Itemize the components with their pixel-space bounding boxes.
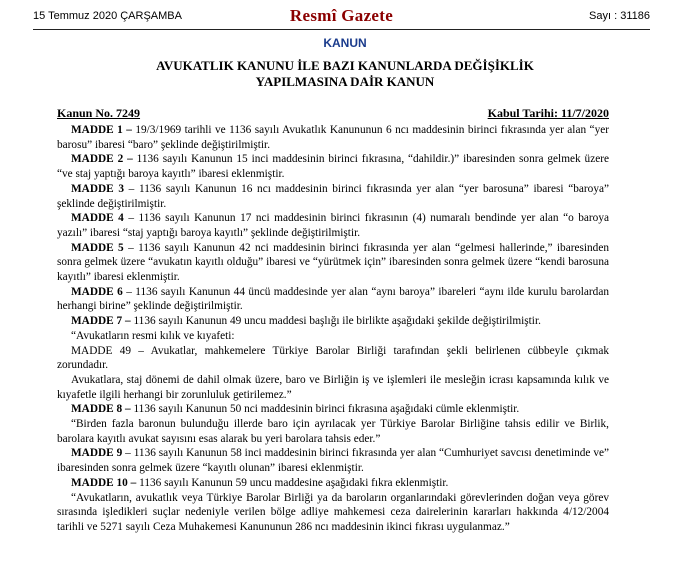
article-text: – 1136 sayılı Kanunun 42 nci maddesinin birinci fıkrasında yer alan “gelmesi hallerinde,” ibaresinden sonra gelmek üzere “avukatın kayıtlı olduğu” ibaresi ve “yürütmek için” ibaresinden sonra gelmek üzere “kendi barosuna kayıtlı” ibaresi eklenmiştir.	[57, 241, 609, 284]
section-heading: KANUN	[323, 36, 367, 50]
gazette-title: Resmî Gazete	[289, 6, 394, 25]
article-text: – 1136 sayılı Kanunun 16 ncı maddesinin birinci fıkrasında yer alan “yer barosuna” ibaresi “baroya” şeklinde değiştirilmiştir.	[57, 182, 609, 210]
law-number: Kanun No. 7249	[57, 106, 141, 120]
quoted-paragraph	[57, 491, 609, 535]
article-paragraph	[57, 446, 609, 475]
quoted-paragraph	[57, 373, 609, 402]
article-label: MADDE 1 –	[71, 124, 132, 136]
acceptance-date: Kabul Tarihi: 11/7/2020	[487, 106, 609, 120]
article-label: MADDE 3	[71, 182, 124, 195]
paragraph-text: MADDE 49 – Avukatlar, mahkemelere Türkiye Barolar Birliği tarafından şekli belirlenen cübbeyle çıkmak zorundadır.	[57, 344, 609, 372]
article-text: – 1136 sayılı Kanunun 58 inci maddesinin birinci fıkrasında yer alan “Cumhuriyet savcısı denetiminde ve” ibaresinden sonra gelmek üzere “kayıtlı olunan” ibaresi eklenmiştir.	[57, 447, 609, 475]
article-text: 19/3/1969 tarihli ve 1136 sayılı Avukatlık Kanununun 6 ncı maddesinin birinci fıkrasında yer alan “yer barosu” ibaresi “baro” şeklinde değiştirilmiştir.	[57, 124, 609, 151]
paragraph-text: “Birden fazla baronun bulunduğu illerde baro için ayrılacak yer Türkiye Barolar Birliğine tahsis edilir ve Birlik, barolara kayıtlı avukat sayısını esas alarak bu yeri barolara tahsis eder.”	[57, 418, 609, 445]
article-label: MADDE 7 –	[71, 315, 131, 328]
article-paragraph	[57, 182, 609, 211]
article-label: MADDE 2 –	[71, 153, 133, 166]
paragraph-text: Avukatlara, staj dönemi de dahil olmak üzere, baro ve Birliğin iş ve işlemleri ile mesleğin icrası kapsamında kılık ve kıyafetle ilgili herhangi bir zorunluluk getirilemez.”	[57, 373, 609, 401]
article-label: MADDE 4	[71, 212, 124, 225]
article-paragraph	[57, 152, 609, 181]
issue-date: 15 Temmuz 2020 ÇARŞAMBA	[33, 10, 182, 22]
law-title	[40, 58, 650, 90]
article-paragraph	[57, 314, 609, 329]
law-title-line-1: AVUKATLIK KANUNU İLE BAZI KANUNLARDA DEĞİŞİKLİK	[156, 58, 534, 73]
article-text: 1136 sayılı Kanunun 50 nci maddesinin birinci fıkrasına aşağıdaki cümle eklenmiştir.	[130, 403, 520, 416]
law-body	[57, 123, 609, 535]
article-text: 1136 sayılı Kanunun 49 uncu maddesi başlığı ile birlikte aşağıdaki şekilde değiştirilmiştir.	[130, 315, 541, 328]
quoted-paragraph	[57, 329, 609, 344]
issue-number: Sayı : 31186	[589, 10, 650, 22]
article-label: MADDE 10 –	[71, 476, 137, 489]
quoted-paragraph	[57, 344, 609, 373]
article-paragraph	[57, 476, 609, 491]
article-paragraph	[57, 285, 609, 314]
article-label: MADDE 9	[71, 447, 123, 460]
law-title-line-2: YAPILMASINA DAİR KANUN	[255, 74, 435, 89]
article-text: – 1136 sayılı Kanunun 17 nci maddesinin birinci fıkrasının (4) numaralı bendinde yer alan “o baroya yazılı” ibaresi “staj yaptığı baroya kayıtlı” şeklinde değiştirilmiştir.	[57, 212, 609, 239]
article-paragraph	[57, 123, 609, 152]
quoted-paragraph	[57, 417, 609, 446]
article-paragraph	[57, 241, 609, 285]
article-text: – 1136 sayılı Kanunun 44 üncü maddesinde yer alan “aynı baroya” ibareleri “aynı ilde kurulu barolardan herhangi birine” şeklinde değiştirilmiştir.	[57, 285, 609, 313]
gazette-header	[33, 6, 650, 30]
header-divider	[33, 29, 650, 30]
law-meta	[57, 106, 609, 120]
article-text: 1136 sayılı Kanunun 15 inci maddesinin birinci fıkrasına, “dahildir.)” ibaresinden sonra gelmek üzere “ve staj yaptığı baroya kayıtlı” ibaresi eklenmiştir.	[57, 153, 609, 181]
article-text: 1136 sayılı Kanunun 59 uncu maddesine aşağıdaki fıkra eklenmiştir.	[136, 476, 449, 489]
article-label: MADDE 5	[71, 241, 124, 254]
article-label: MADDE 8 –	[71, 403, 131, 416]
article-paragraph	[57, 211, 609, 240]
paragraph-text: “Avukatların resmi kılık ve kıyafeti:	[71, 329, 235, 342]
paragraph-text: “Avukatların, avukatlık veya Türkiye Barolar Birliği ya da baroların organlarındaki görevlerinden doğan veya görev sırasında işledikleri suçlar nedeniyle verilen bölge adliye mahkemesi ceza dairelerinin kararları hakkında 4/12/2004 tarihli ve 5271 sayılı Ceza Muhakemesi Kanununun 286 ncı maddesinin ikinci fıkrası uygulanmaz.”	[57, 491, 609, 533]
article-paragraph	[57, 402, 609, 417]
article-label: MADDE 6	[71, 285, 123, 298]
